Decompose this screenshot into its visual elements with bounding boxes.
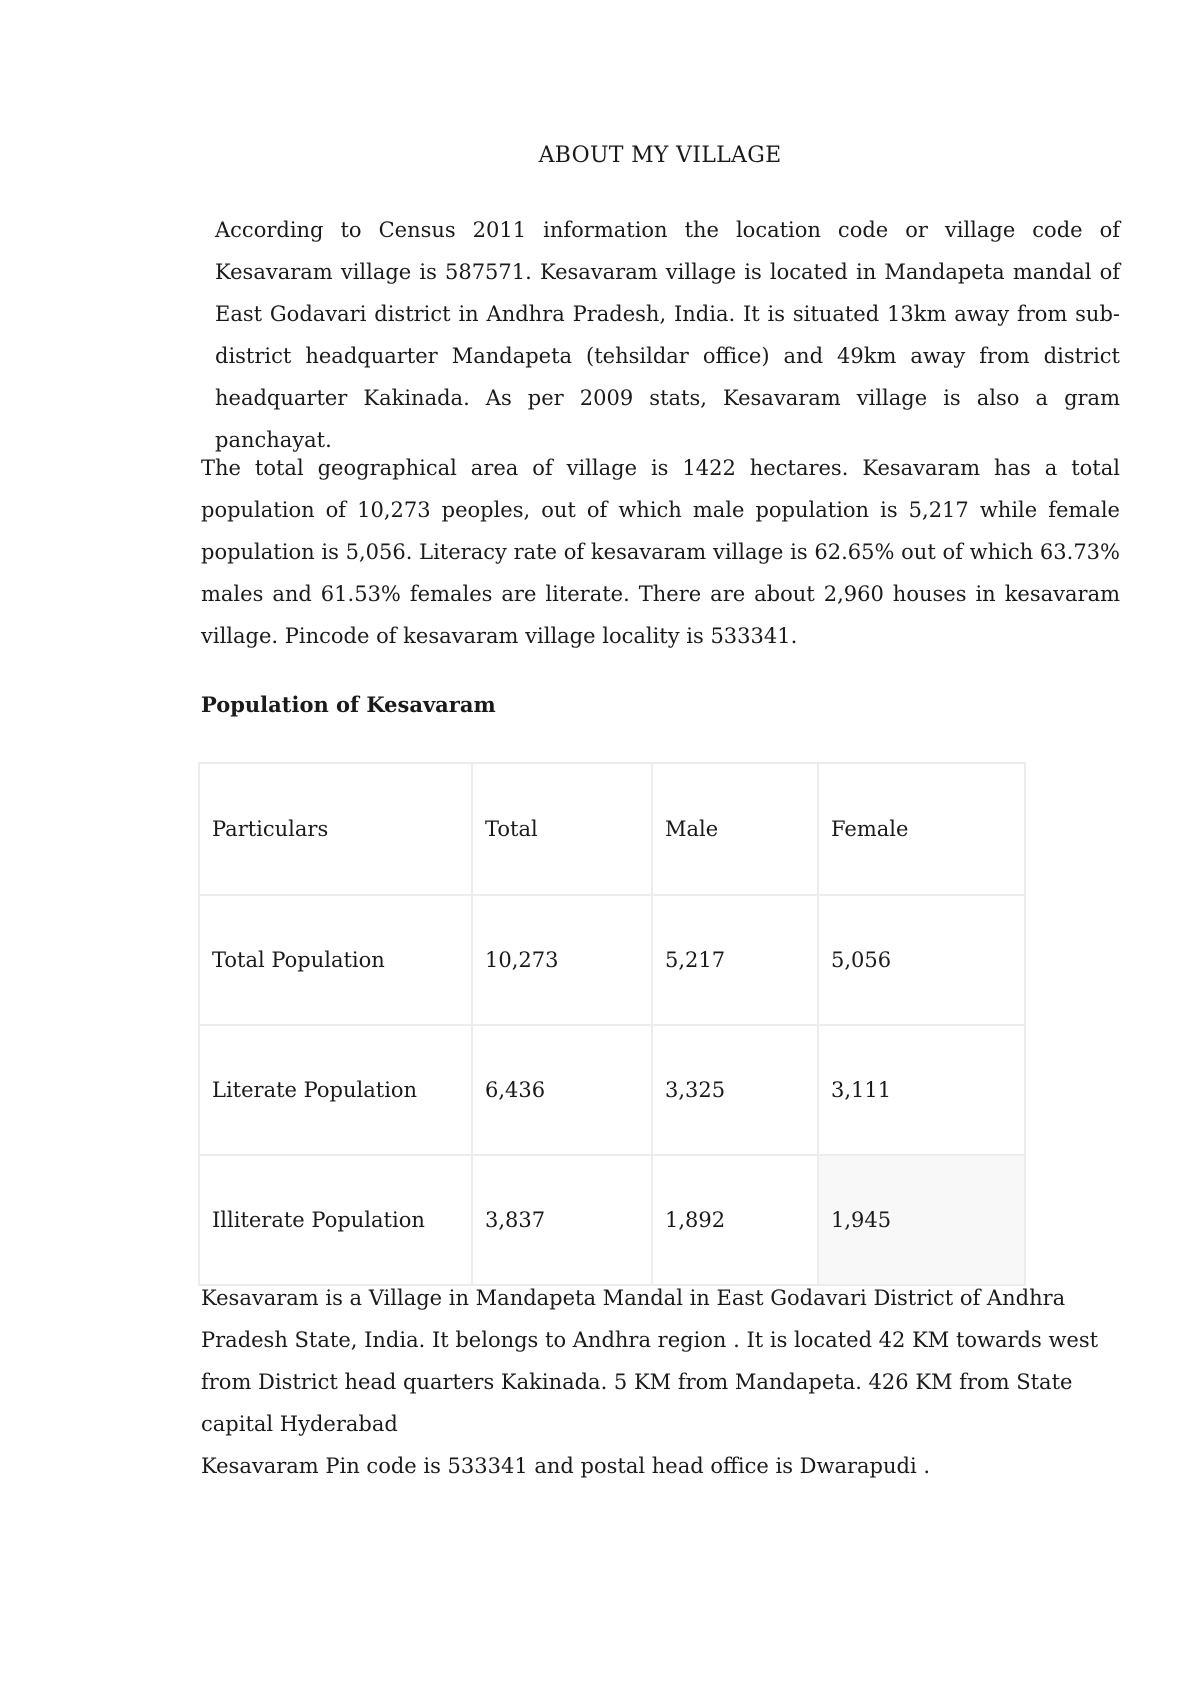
table-header-cell: Male	[652, 763, 818, 895]
intro-paragraph: According to Census 2011 information the location code or village code of Kesavaram village is 587571. Kesavaram village is located in Mandapeta mandal of East Godavari district in Andhra Pradesh, India. It is situated 13km away from sub-district headquarter Mandapeta (tehsildar office) and 49km away from district headquarter Kakinada. As per 2009 stats, Kesavaram village is also a gram panchayat.	[215, 218, 1120, 452]
table-cell: 3,837	[472, 1155, 652, 1285]
table-cell: 3,325	[652, 1025, 818, 1155]
table-cell: 1,892	[652, 1155, 818, 1285]
table-cell: 10,273	[472, 895, 652, 1025]
page-title: ABOUT MY VILLAGE	[538, 143, 782, 168]
section-heading: Population of Kesavaram	[201, 692, 496, 717]
demographics-paragraph: The total geographical area of village is 1422 hectares. Kesavaram has a total population of 10,273 peoples, out of which male population is 5,217 while female population is 5,056. Literacy rate of kesavaram village is 62.65% out of which 63.73% males and 61.53% females are literate. There are about 2,960 houses in kesavaram village. Pincode of kesavaram village locality is 533341.	[201, 456, 1120, 648]
table-cell: 3,111	[818, 1025, 1025, 1155]
population-table	[198, 762, 1026, 1286]
table-header-cell: Total	[472, 763, 652, 895]
table-cell: Total Population	[199, 895, 472, 1025]
location-paragraph: Kesavaram is a Village in Mandapeta Mandal in East Godavari District of Andhra Pradesh State, India. It belongs to Andhra region . It is located 42 KM towards west from District head quarters Kakinada. 5 KM from Mandapeta. 426 KM from State capital Hyderabad	[201, 1286, 1099, 1436]
table-header-row	[199, 763, 1025, 895]
table-cell: 6,436	[472, 1025, 652, 1155]
table-cell: 5,217	[652, 895, 818, 1025]
table-row	[199, 1025, 1025, 1155]
table-header-cell: Particulars	[199, 763, 472, 895]
table-cell: 1,945	[818, 1155, 1025, 1285]
table-row	[199, 895, 1025, 1025]
table-cell: Literate Population	[199, 1025, 472, 1155]
table-row	[199, 1155, 1025, 1285]
table-header-cell: Female	[818, 763, 1025, 895]
pincode-paragraph: Kesavaram Pin code is 533341 and postal head office is Dwarapudi .	[201, 1454, 931, 1478]
table-cell: Illiterate Population	[199, 1155, 472, 1285]
table-cell: 5,056	[818, 895, 1025, 1025]
